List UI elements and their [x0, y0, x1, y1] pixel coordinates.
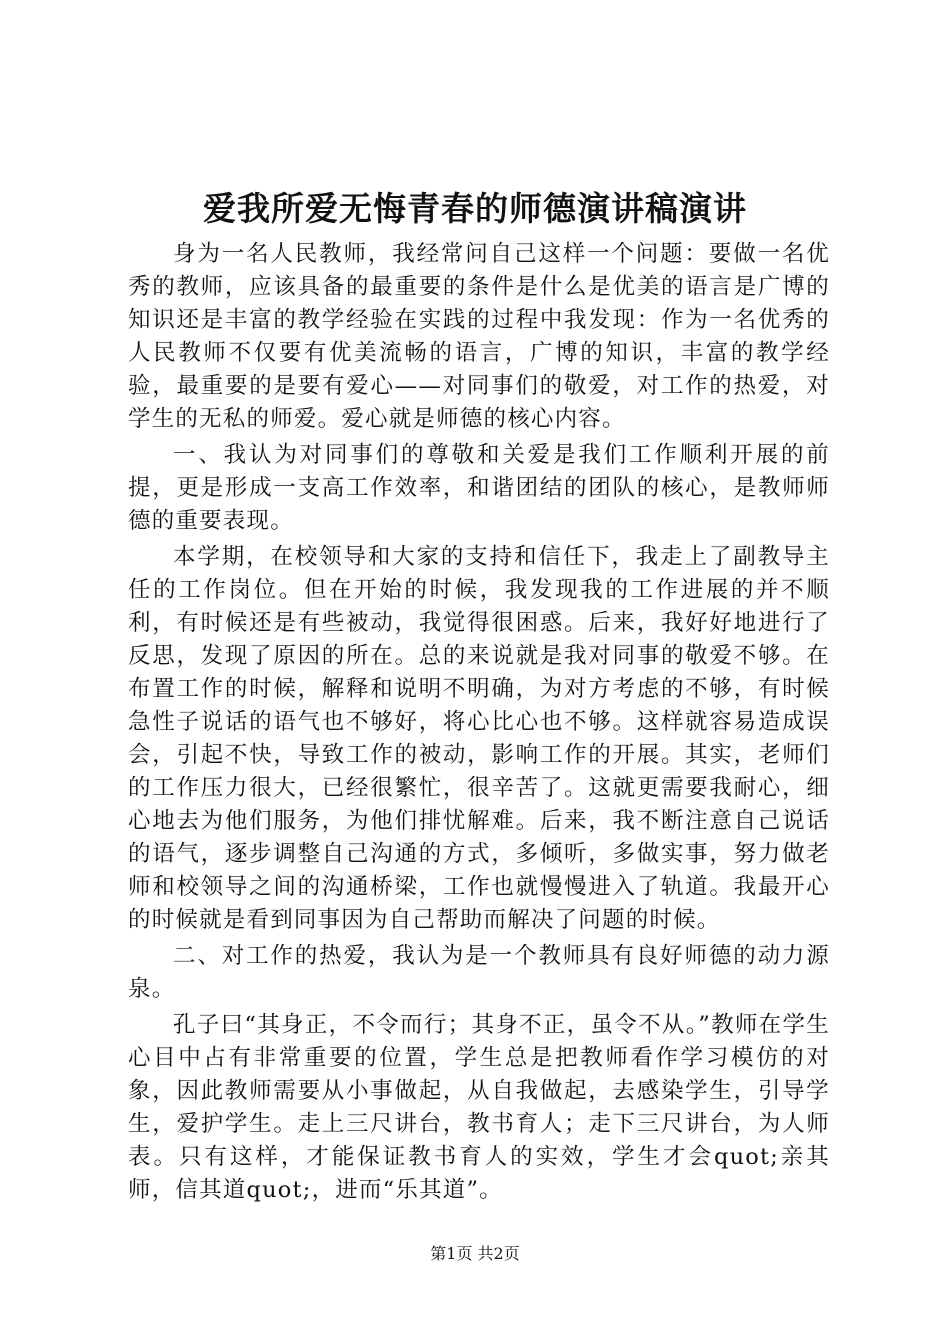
page-number-footer: 第1页 共2页 [430, 1244, 520, 1263]
document-title: 爱我所爱无悔青春的师德演讲稿演讲 [203, 189, 747, 228]
paragraph-point-two: 二、对工作的热爱，我认为是一个教师具有良好师德的动力源泉。 [128, 943, 830, 1002]
paragraph-intro: 身为一名人民教师，我经常问自己这样一个问题：要做一名优秀的教师，应该具备的最重要的条件是什么是优美的语言是广博的知识还是丰富的教学经验在实践的过程中我发现：作为一名优秀的人民教师不仅要有优美流畅的语言，广博的知识，丰富的教学经验，最重要的是要有爱心——对同事们的敬爱，对工作的热爱，对学生的无私的师爱。爱心就是师德的核心内容。 [128, 241, 830, 432]
paragraph-confucius: 孔子曰“其身正，不令而行；其身不正，虽令不从。”教师在学生心目中占有非常重要的位置，学生总是把教师看作学习模仿的对象，因此教师需要从小事做起，从自我做起，去感染学生，引导学生，爱护学生。走上三尺讲台，教书育人；走下三尺讲台，为人师表。只有这样，才能保证教书育人的实效，学生才会quot;亲其师，信其道quot;，进而“乐其道”。 [128, 1012, 830, 1203]
paragraph-experience: 本学期，在校领导和大家的支持和信任下，我走上了副教导主任的工作岗位。但在开始的时候，我发现我的工作进展的并不顺利，有时候还是有些被动，我觉得很困惑。后来，我好好地进行了反思，发现了原因的所在。总的来说就是我对同事的敬爱不够。在布置工作的时候，解释和说明不明确，为对方考虑的不够，有时候急性子说话的语气也不够好，将心比心也不够。这样就容易造成误会，引起不快，导致工作的被动，影响工作的开展。其实，老师们的工作压力很大，已经很繁忙，很辛苦了。这就更需要我耐心，细心地去为他们服务，为他们排忧解难。后来，我不断注意自己说话的语气，逐步调整自己沟通的方式，多倾听，多做实事，努力做老师和校领导之间的沟通桥梁，工作也就慢慢进入了轨道。我最开心的时候就是看到同事因为自己帮助而解决了问题的时候。 [128, 544, 830, 933]
document-body [128, 238, 830, 1207]
paragraph-point-one: 一、我认为对同事们的尊敬和关爱是我们工作顺利开展的前提，更是形成一支高工作效率，和谐团结的团队的核心，是教师师德的重要表现。 [128, 442, 830, 534]
